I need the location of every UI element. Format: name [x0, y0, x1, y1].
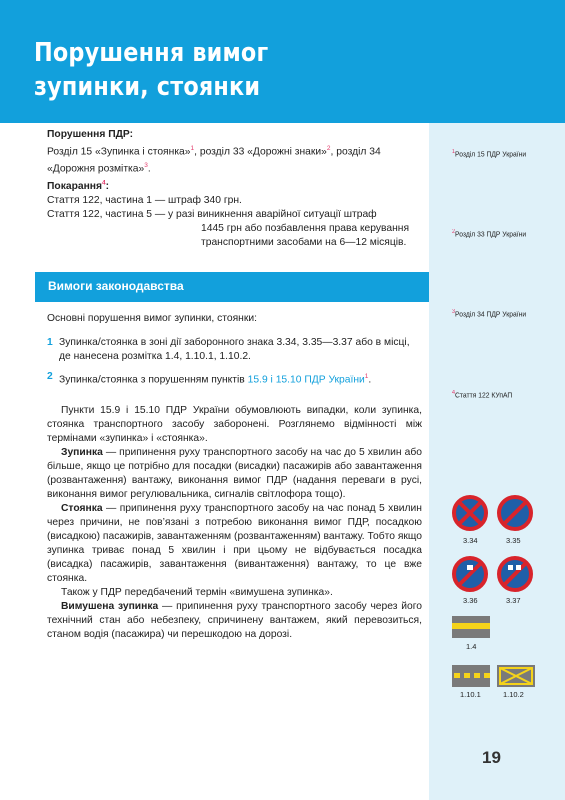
sign-label-336: 3.36	[463, 596, 478, 605]
penalty-1: Стаття 122, частина 1 — штраф 340 грн.	[47, 195, 242, 207]
no-parking-even-days-sign-icon	[497, 556, 533, 592]
violations-text: Розділ 15 «Зупинка і стоянка»$^1$, розділ 33 «Дорожні знаки»$^2$, розділ 34 «Дорожня розмітка»$^3$.	[47, 145, 381, 175]
penalty-2-line-2: 1445 грн або позбавлення права керування	[201, 223, 410, 235]
margin-note-3: $^3$Розділ 34 ПДР України	[452, 309, 527, 319]
title-line-2: зупинки, стоянки	[34, 72, 261, 102]
penalties-heading: Покарання$^4$:	[47, 179, 110, 193]
sign-label-334: 3.34	[463, 536, 478, 545]
body-text	[47, 404, 422, 642]
road-marking-1-10-1-icon	[452, 665, 490, 687]
paragraph-5: Вимушена зупинка — припинення руху транспортного засобу через його технічний стан або небезпеку, спричинену вантажем, який перевозиться, станом водія (пасажира) чи перешкодою на дорозі.	[47, 601, 422, 640]
no-stopping-sign-icon	[452, 495, 488, 531]
list-number: 2	[47, 371, 53, 382]
sign-label-337: 3.37	[506, 596, 521, 605]
road-marking-1-4-icon	[452, 616, 490, 638]
violations-list	[47, 336, 422, 393]
intro-text: Основні порушення вимог зупинки, стоянки:	[47, 313, 257, 324]
marking-label-1-4: 1.4	[466, 642, 477, 651]
road-marking-1-10-2-icon	[497, 665, 535, 687]
no-parking-odd-days-sign-icon	[452, 556, 488, 592]
page-number: 19	[482, 748, 501, 767]
paragraph-3: Стоянка — припинення руху транспортного засобу на час понад 5 хвилин через причини, не пов’язані з потребою виконання вимог ПДР, посадкою (висадкою) пасажирів, завантаженням (розвантаженням) вантажу. Тобто якщо зупинка триває понад 5 хвилин і при цьому не відбувається посадка (висадка) пасажирів, завантаження (вивантаження) вантажу, то це вже стоянка.	[47, 503, 422, 584]
marking-label-1-10-1: 1.10.1	[460, 690, 481, 699]
paragraph-1: Пункти 15.9 і 15.10 ПДР України обумовлюють випадки, коли зупинка, стоянка транспортного засобу заборонені. Розглянемо відмінності між термінами «зупинка» і «стоянка».	[47, 405, 422, 444]
sign-label-335: 3.35	[506, 536, 521, 545]
page-title	[34, 36, 268, 104]
list-item: 1 Зупинка/стоянка в зоні дії заборонного знака 3.34, 3.35—3.37 або в місці, де нанесена розмітка 1.4, 1.10.1, 1.10.2.	[47, 337, 410, 362]
header-band	[0, 0, 565, 123]
penalty-2-line-3: транспортними засобами на 6—12 місяців.	[201, 237, 407, 249]
paragraph-2: Зупинка — припинення руху транспортного засобу на час до 5 хвилин або більше, якщо це потрібно для посадки (висадки) пасажирів або завантаження (розвантаження) вантажу, виконання вимог ПДР (надання переваги в русі, виконання вимог регулювальника, сигналів світлофора тощо).	[47, 447, 422, 500]
pdr-link[interactable]: 15.9 і 15.10 ПДР України	[247, 374, 365, 386]
margin-sidebar	[429, 123, 565, 800]
list-number: 1	[47, 337, 53, 348]
list-item: 2 Зупинка/стоянка з порушенням пунктів 15.9 і 15.10 ПДР України$^1$.	[47, 371, 372, 386]
margin-note-2: $^2$Розділ 33 ПДР України	[452, 229, 527, 239]
margin-note-1: $^1$Розділ 15 ПДР України	[452, 149, 527, 159]
marking-label-1-10-2: 1.10.2	[503, 690, 524, 699]
title-line-1: Порушення вимог	[34, 38, 269, 68]
violations-heading: Порушення ПДР:	[47, 129, 134, 140]
violations-block	[47, 128, 417, 250]
margin-note-4: $^4$Стаття 122 КУпАП	[452, 390, 513, 400]
no-parking-sign-icon	[497, 495, 533, 531]
section-title: Вимоги законодавства	[48, 279, 184, 293]
section-banner	[35, 272, 429, 302]
paragraph-4: Також у ПДР передбачений термін «вимушена зупинка».	[61, 587, 333, 598]
penalty-2-line-1: Стаття 122, частина 5 — у разі виникнення аварійної ситуації штраф	[47, 209, 377, 221]
